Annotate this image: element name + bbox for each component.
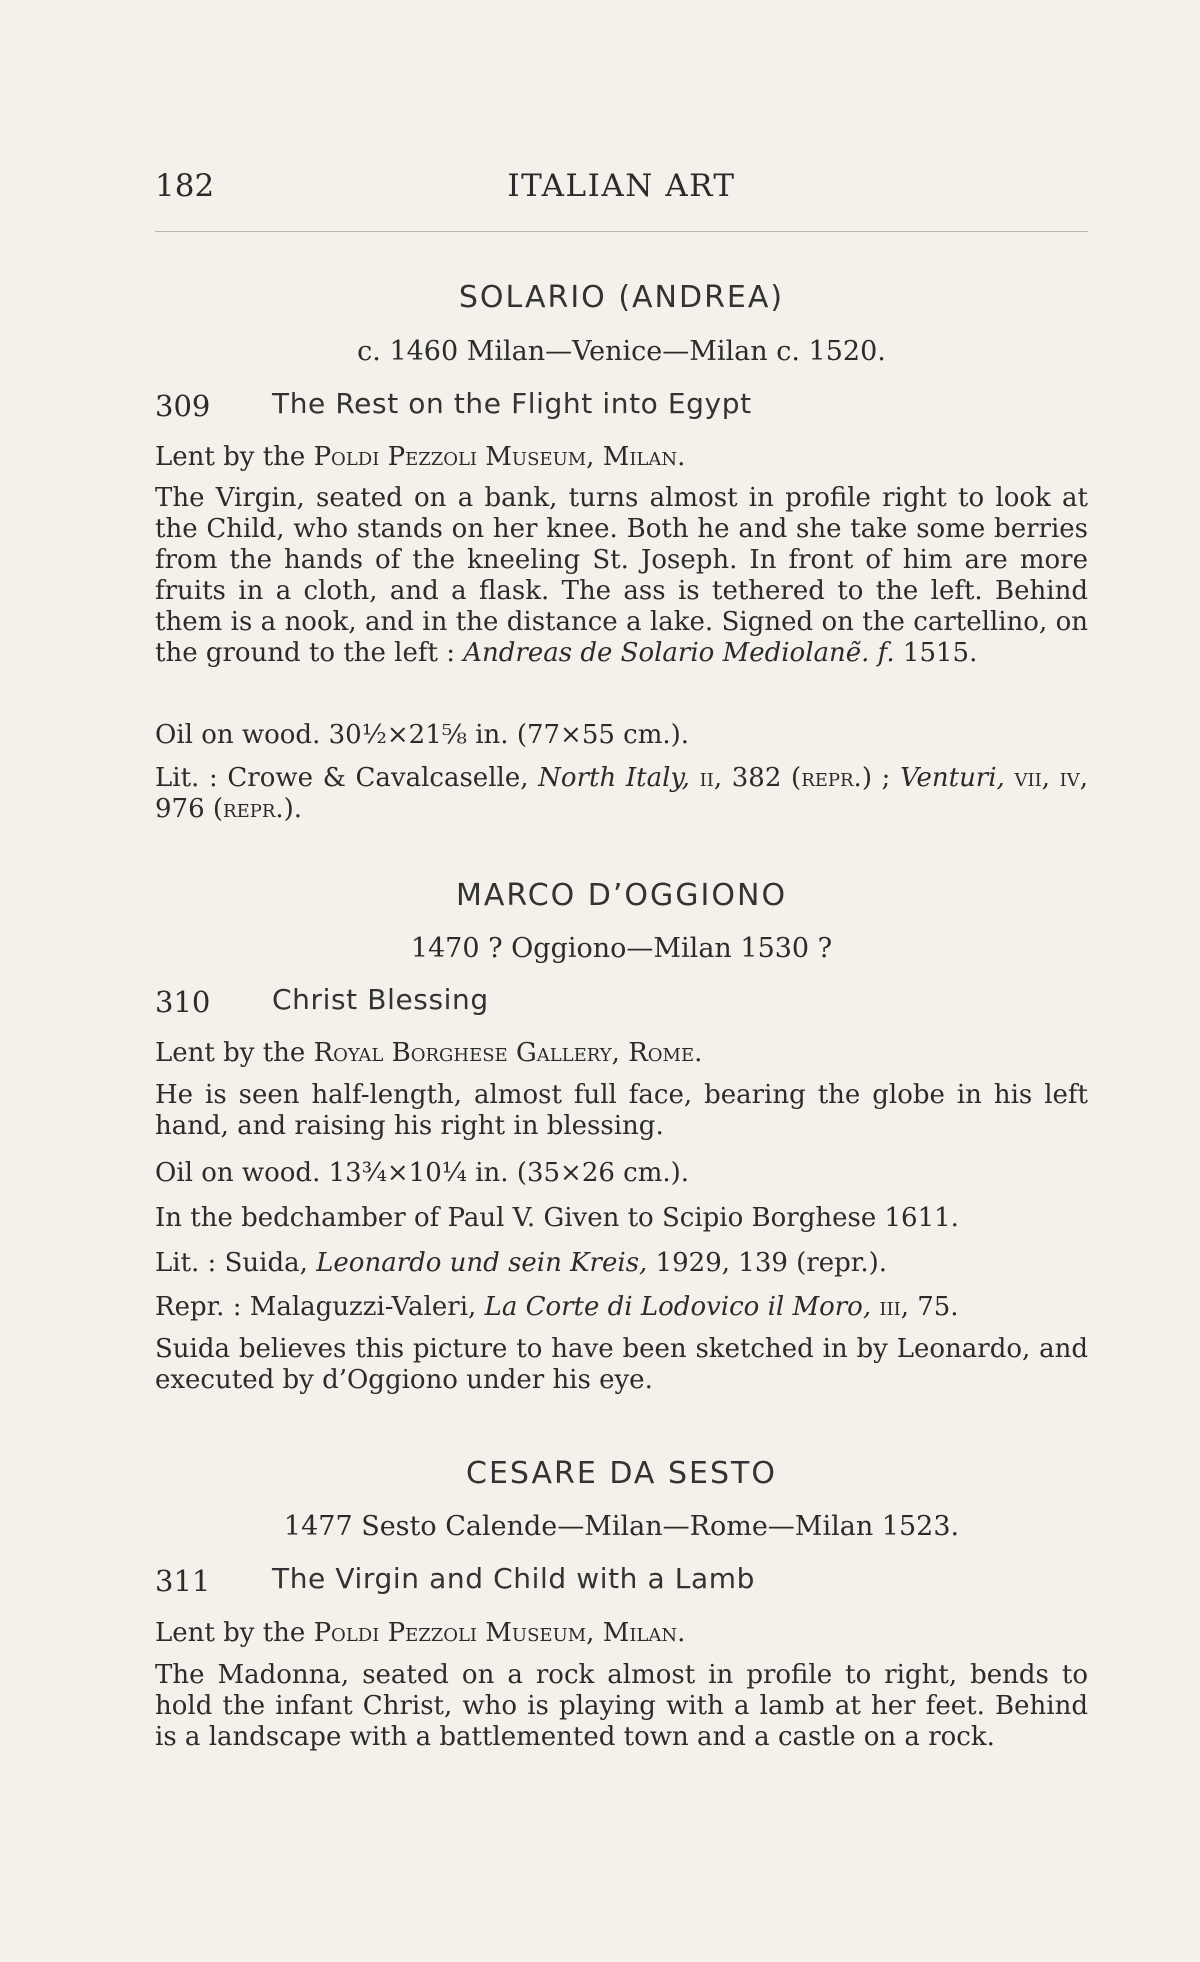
- description: [155, 483, 1088, 669]
- entry-number: 309: [155, 389, 211, 423]
- lender: Poldi Pezzoli Museum, Milan.: [313, 1618, 686, 1648]
- lent-prefix: Lent by the: [155, 1618, 306, 1648]
- repr-title: La Corte di Lodovico il Moro,: [484, 1292, 872, 1322]
- lender-line: [155, 1618, 1088, 1649]
- artist-heading: MARCO D’OGGIONO: [455, 878, 788, 913]
- provenance: In the bedchamber of Paul V. Given to Scipio Borghese 1611.: [155, 1203, 959, 1233]
- description: He is seen half-length, almost full face, bearing the globe in his left hand, and raising his right in blessing.: [155, 1080, 1088, 1141]
- lent-prefix: Lent by the: [155, 442, 306, 472]
- entry-heading: [155, 389, 1088, 427]
- medium: Oil on wood. 13¾×10¼ in. (35×26 cm.).: [155, 1158, 690, 1188]
- reproduction: [155, 1292, 1088, 1323]
- signature: Andreas de Solario Mediolanẽ. f.: [463, 638, 895, 668]
- artist-dates: 1470 ? Oggiono—Milan 1530 ?: [410, 933, 833, 964]
- description: The Madonna, seated on a rock almost in profile to right, bends to hold the infant Christ, who is playing with a lamb at her feet. Behind is a landscape with a battlemented town and a castle on a rock.: [155, 1660, 1088, 1752]
- lit-mid: ii, 382 (repr.) ;: [699, 763, 891, 793]
- entry-heading: [155, 1564, 1088, 1602]
- lit-title: Leonardo und sein Kreis,: [316, 1248, 648, 1278]
- entry-title: The Virgin and Child with a Lamb: [272, 1562, 755, 1595]
- literature: [155, 1248, 1088, 1279]
- repr-end: iii, 75.: [879, 1292, 959, 1322]
- note: Suida believes this picture to have been sketched in by Leonardo, and executed by d’Oggiono under his eye.: [155, 1334, 1088, 1395]
- entry-title: The Rest on the Flight into Egypt: [272, 387, 752, 420]
- literature: [155, 763, 1088, 825]
- running-title: ITALIAN ART: [507, 168, 736, 204]
- lender: Poldi Pezzoli Museum, Milan.: [313, 442, 686, 472]
- artist-heading: CESARE DA SESTO: [466, 1456, 777, 1491]
- medium: Oil on wood. 30½×21⅝ in. (77×55 cm.).: [155, 720, 690, 750]
- entry-number: 311: [155, 1564, 211, 1598]
- lender-line: [155, 442, 1088, 473]
- lender-line: [155, 1038, 1088, 1069]
- artist-heading: SOLARIO (ANDREA): [458, 280, 785, 315]
- header-rule: [155, 231, 1088, 232]
- description-text: The Virgin, seated on a bank, turns almost in profile right to look at the Child, who stands on her knee. Both he and she take some berries from the hands of the kneeling St. Joseph. In front of him are more fruits in a cloth, and a flask. The ass is tethered to the left. Behind them is a nook, and in the distance a lake. Signed on the cartellino, on the ground to the left :: [155, 483, 1088, 668]
- entry-title: Christ Blessing: [272, 983, 489, 1016]
- artist-dates: 1477 Sesto Calende—Milan—Rome—Milan 1523.: [283, 1511, 960, 1542]
- lit-end: 1929, 139 (repr.).: [655, 1248, 888, 1278]
- lent-prefix: Lent by the: [155, 1038, 306, 1068]
- signature-year: 1515.: [902, 638, 978, 668]
- lit-end: vii, iv, 976 (repr.).: [155, 763, 1089, 824]
- lit-prefix: Lit. : Crowe & Cavalcaselle,: [155, 763, 529, 793]
- lit-title-2: Venturi,: [900, 763, 1005, 793]
- lender: Royal Borghese Gallery, Rome.: [313, 1038, 703, 1068]
- lit-title: North Italy,: [538, 763, 690, 793]
- entry-heading: [155, 985, 1088, 1023]
- page-number: 182: [155, 168, 215, 204]
- entry-number: 310: [155, 985, 211, 1019]
- lit-prefix: Lit. : Suida,: [155, 1248, 308, 1278]
- page-header: [155, 168, 1088, 208]
- repr-prefix: Repr. : Malaguzzi-Valeri,: [155, 1292, 477, 1322]
- artist-dates: c. 1460 Milan—Venice—Milan c. 1520.: [357, 336, 886, 367]
